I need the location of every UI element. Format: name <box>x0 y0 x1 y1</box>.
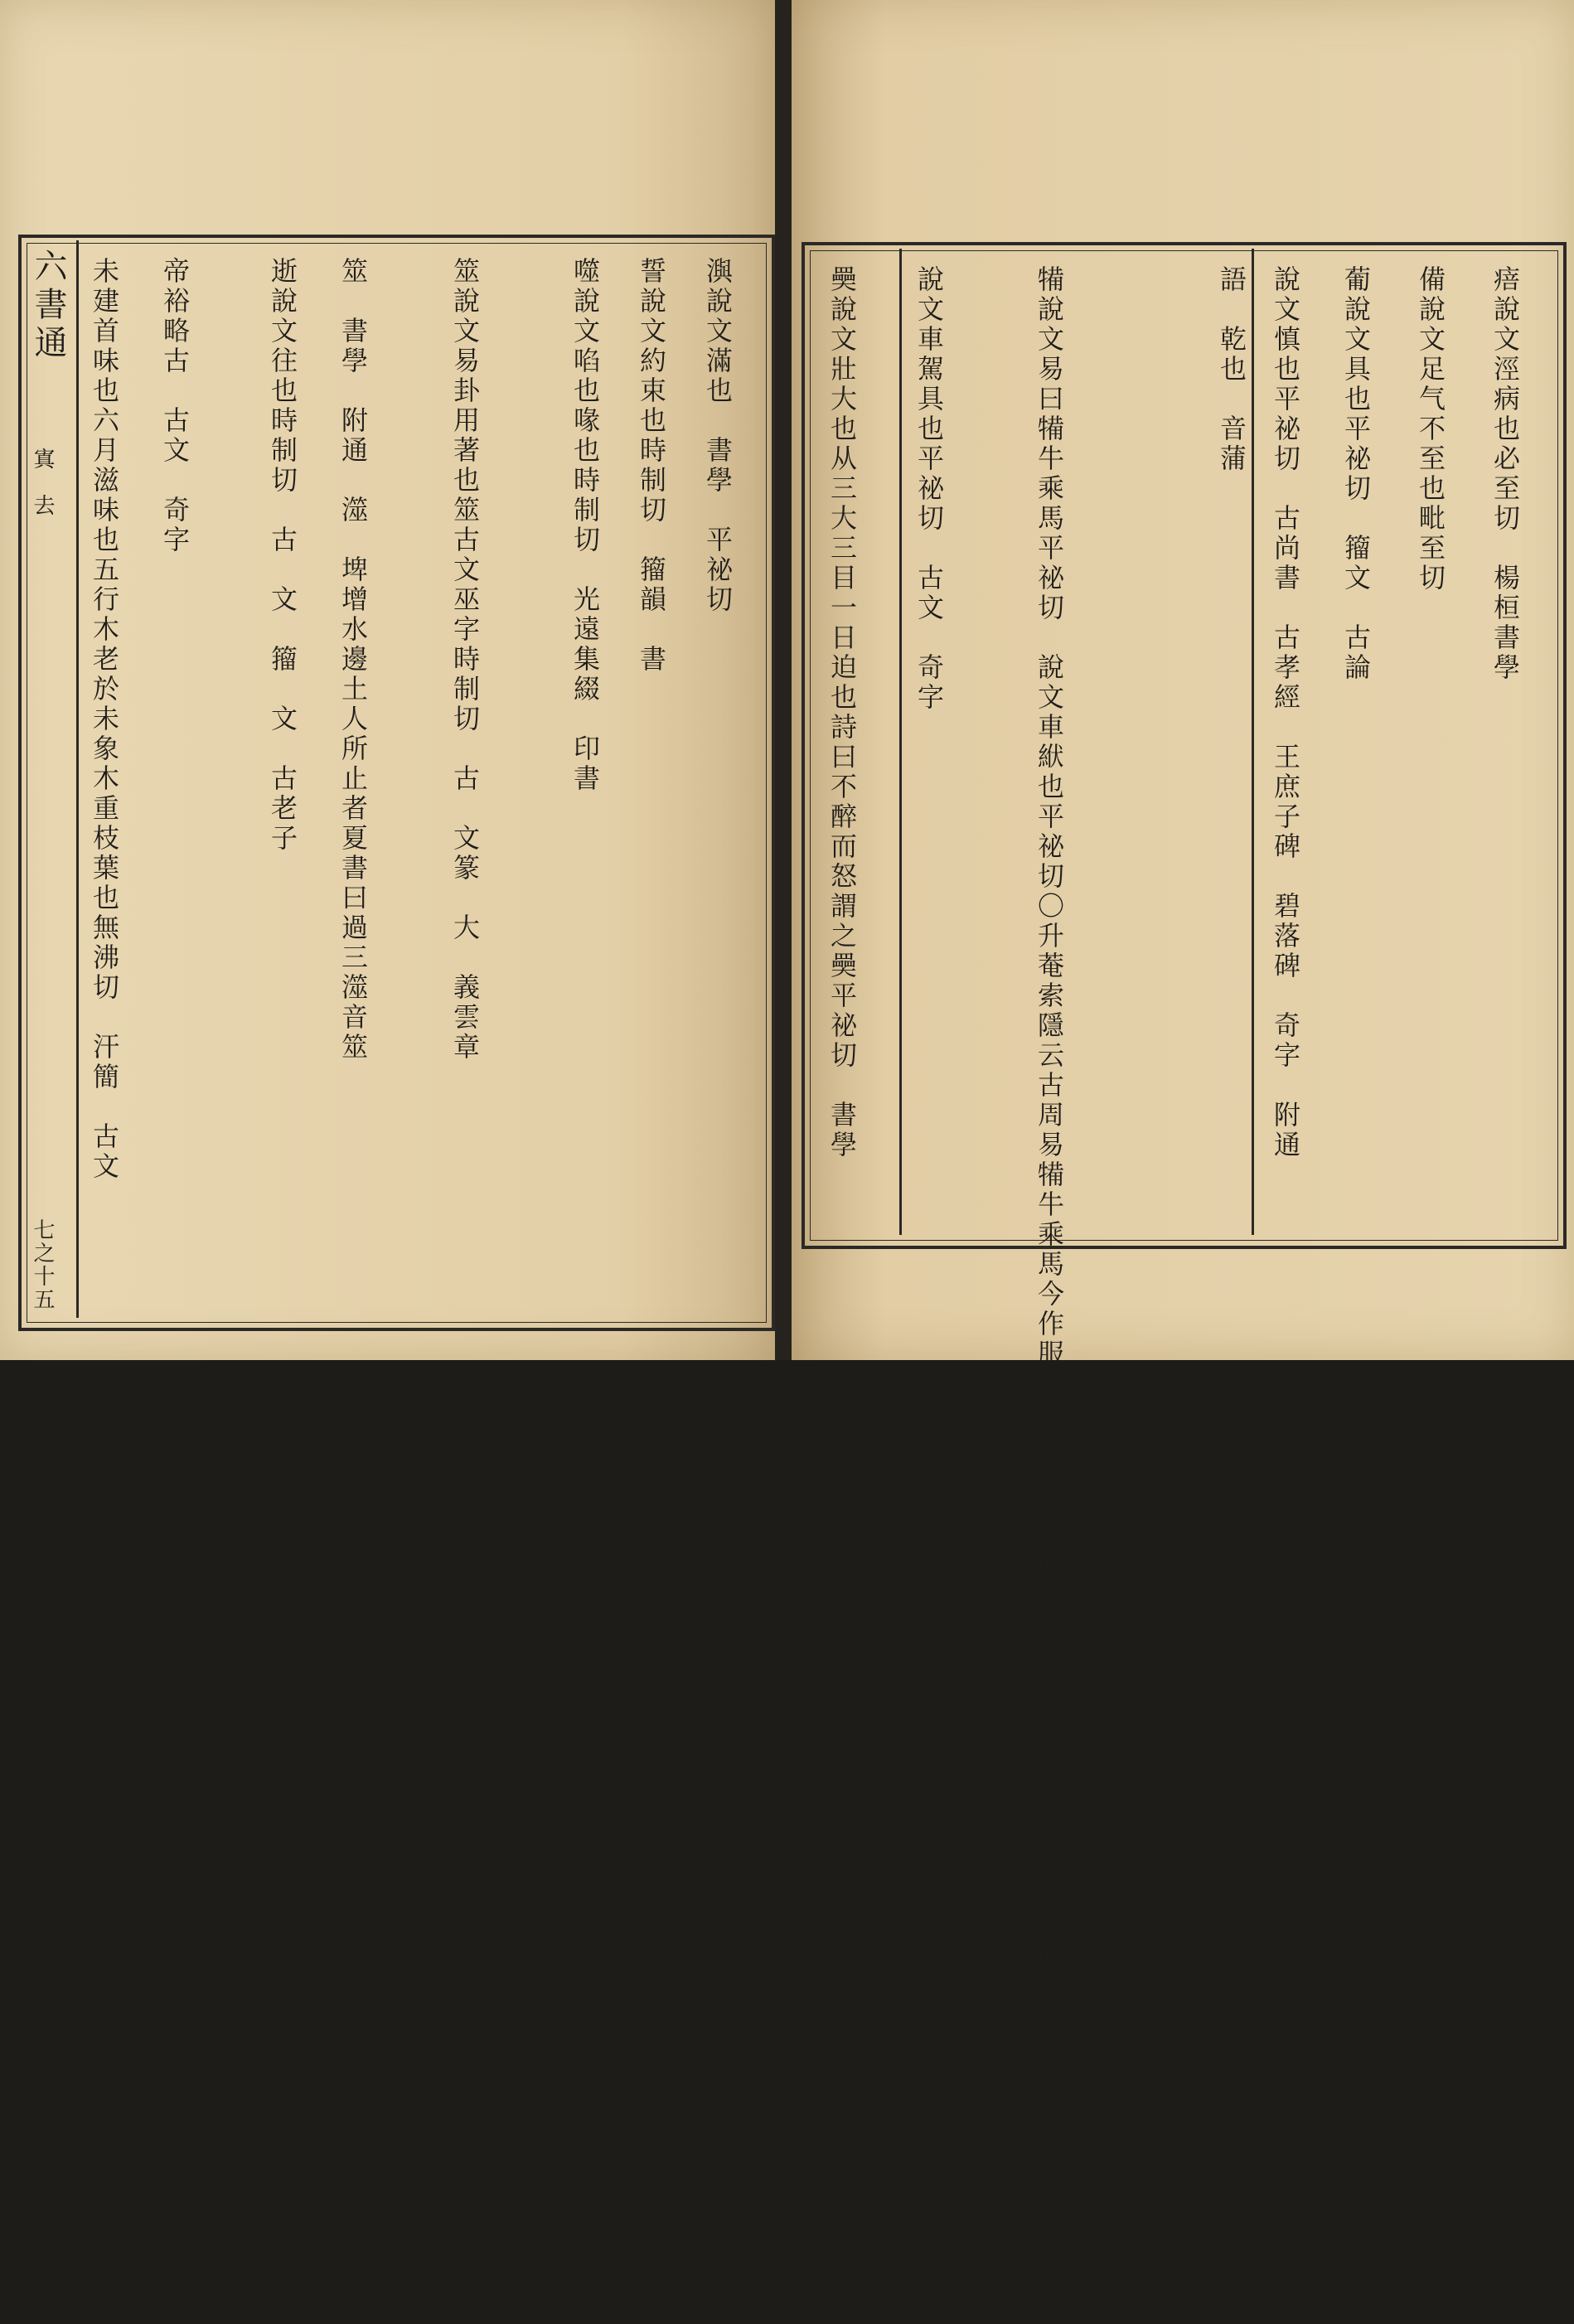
column-rule <box>1252 249 1254 1235</box>
book-gutter <box>775 0 792 1360</box>
entry-column-r1: 㾦說文涇病也必至切 楊桓書學 <box>1489 265 1521 683</box>
entry-column-r5: 語 乾也 音蒲 <box>1216 265 1247 474</box>
entry-column-5: 筮 書學 附通 澨 埤增水邊土人所止者夏書曰過三澨音筮 <box>337 257 369 1063</box>
folio-number: 七之十五 <box>30 1218 55 1311</box>
entry-column-r6: 犕說文易曰犕牛乘馬平祕切 說文車絥也平祕切〇升菴索隱云古周易犕牛乘馬今作服史記伯犕今作服漢書董卓傳義與犕未注義同服音備非正韻亦有服音今兩存 <box>1034 265 1065 2324</box>
rhyme-category: 寘 去 <box>30 448 55 517</box>
entry-column-r2: 備說文足气不至也毗至切 <box>1415 265 1446 593</box>
entry-column-6: 逝說文往也時制切 古 文 籀 文 古老子 <box>267 257 298 854</box>
entry-column-r7: 奰說文壯大也从三大三目一日迫也詩曰不醉而怒謂之奰平祕切 書學 <box>826 265 858 1160</box>
entry-column-r4: 說文慎也平祕切 古尚書 古孝經 王庶子碑 碧落碑 奇字 附通 <box>1270 265 1301 1160</box>
entry-column-1: 㵰說文滿也 書學 平祕切 <box>702 257 734 615</box>
entry-column-4: 筮說文易卦用著也筮古文巫字時制切 古 文篆 大 義雲章 <box>449 257 481 1063</box>
entry-column-2: 誓說文約束也時制切 籀韻 書 <box>636 257 667 675</box>
entry-column-7: 帝裕略古 古文 奇字 <box>159 257 191 555</box>
entry-column-8: 未建首味也六月滋味也五行木老於未象木重枝葉也無沸切 汗簡 古文 <box>89 257 120 1182</box>
column-rule <box>899 249 902 1235</box>
column-rule <box>76 240 79 1318</box>
entry-column-3: 噬說文啗也喙也時制切 光遠集綴 印書 <box>569 257 601 794</box>
entry-column-r3: 葡說文具也平祕切 籀文 古論 <box>1340 265 1372 683</box>
book-title: 六書通 <box>29 249 67 363</box>
entry-column-r8: 說文車駕具也平祕切 古文 奇字 <box>913 265 945 713</box>
